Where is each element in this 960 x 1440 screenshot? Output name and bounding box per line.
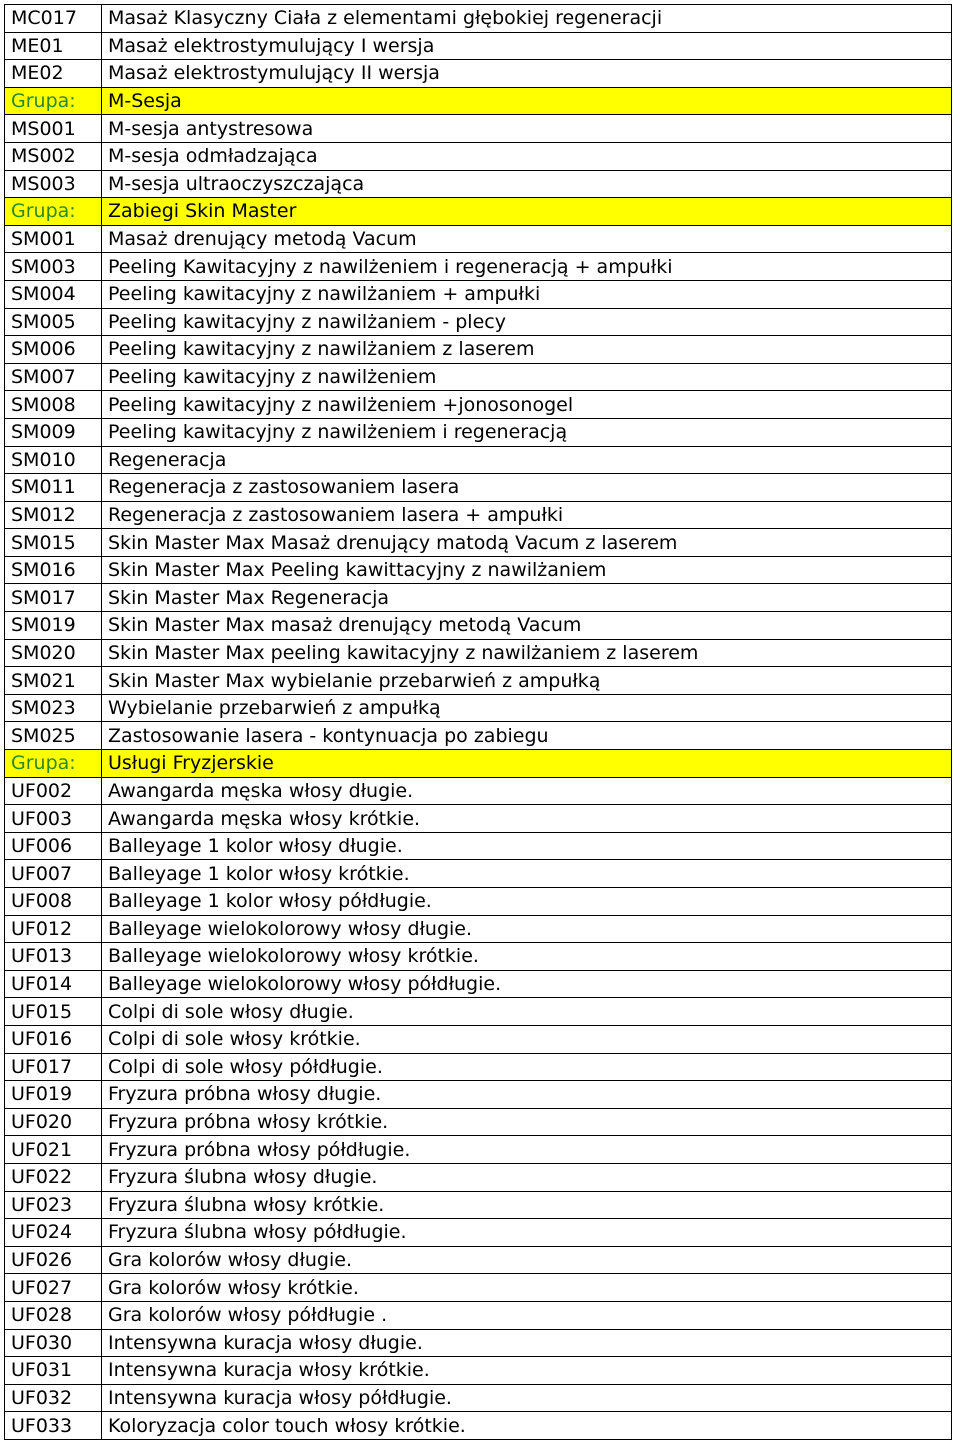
service-name-cell: Koloryzacja color touch włosy krótkie. xyxy=(102,1412,952,1440)
service-code-cell: UF031 xyxy=(5,1357,102,1385)
table-row xyxy=(5,363,952,391)
service-code-cell: UF027 xyxy=(5,1274,102,1302)
service-code-cell: SM021 xyxy=(5,667,102,695)
service-name-cell: Peeling kawitacyjny z nawilżaniem z laserem xyxy=(102,336,952,364)
table-row xyxy=(5,60,952,88)
service-name-cell: Fryzura próbna włosy długie. xyxy=(102,1081,952,1109)
service-name-cell: Peeling kawitacyjny z nawilżaniem - plecy xyxy=(102,308,952,336)
service-code-cell: UF015 xyxy=(5,998,102,1026)
service-name-cell: Skin Master Max wybielanie przebarwień z ampułką xyxy=(102,667,952,695)
service-code-cell: SM012 xyxy=(5,501,102,529)
service-name-cell: Colpi di sole włosy krótkie. xyxy=(102,1025,952,1053)
service-code-cell: UF016 xyxy=(5,1025,102,1053)
service-name-cell: Awangarda męska włosy krótkie. xyxy=(102,805,952,833)
table-row xyxy=(5,170,952,198)
service-name-cell: Peeling kawitacyjny z nawilżeniem i regeneracją xyxy=(102,418,952,446)
service-code-cell: SM006 xyxy=(5,336,102,364)
group-header-row xyxy=(5,750,952,778)
table-row xyxy=(5,474,952,502)
service-code-cell: UF023 xyxy=(5,1191,102,1219)
service-code-cell: UF017 xyxy=(5,1053,102,1081)
service-code-cell: SM001 xyxy=(5,225,102,253)
table-row xyxy=(5,998,952,1026)
table-row xyxy=(5,1274,952,1302)
table-row xyxy=(5,1357,952,1385)
table-row xyxy=(5,336,952,364)
service-code-cell: UF020 xyxy=(5,1108,102,1136)
table-row xyxy=(5,1219,952,1247)
table-row xyxy=(5,1053,952,1081)
service-name-cell: Intensywna kuracja włosy krótkie. xyxy=(102,1357,952,1385)
service-code-cell: UF028 xyxy=(5,1301,102,1329)
service-code-cell: SM023 xyxy=(5,694,102,722)
service-name-cell: Colpi di sole włosy półdługie. xyxy=(102,1053,952,1081)
service-code-cell: UF003 xyxy=(5,805,102,833)
service-name-cell: Masaż drenujący metodą Vacum xyxy=(102,225,952,253)
service-name-cell: Masaż elektrostymulujący II wersja xyxy=(102,60,952,88)
service-name-cell: Skin Master Max Regeneracja xyxy=(102,584,952,612)
table-row xyxy=(5,1412,952,1440)
table-row xyxy=(5,446,952,474)
service-name-cell: Masaż Klasyczny Ciała z elementami głębokiej regeneracji xyxy=(102,5,952,33)
service-name-cell: Balleyage 1 kolor włosy półdługie. xyxy=(102,888,952,916)
service-code-cell: SM007 xyxy=(5,363,102,391)
table-row xyxy=(5,556,952,584)
service-code-cell: MS002 xyxy=(5,142,102,170)
table-row xyxy=(5,1384,952,1412)
service-code-cell: UF026 xyxy=(5,1246,102,1274)
service-name-cell: Skin Master Max Peeling kawittacyjny z nawilżaniem xyxy=(102,556,952,584)
service-name-cell: Fryzura próbna włosy półdługie. xyxy=(102,1136,952,1164)
table-row xyxy=(5,115,952,143)
table-row xyxy=(5,1191,952,1219)
table-row xyxy=(5,280,952,308)
table-row xyxy=(5,777,952,805)
service-name-cell: Gra kolorów włosy krótkie. xyxy=(102,1274,952,1302)
service-name-cell: Skin Master Max masaż drenujący metodą Vacum xyxy=(102,612,952,640)
service-code-cell: SM003 xyxy=(5,253,102,281)
service-name-cell: Balleyage wielokolorowy włosy krótkie. xyxy=(102,943,952,971)
services-table-body xyxy=(5,5,952,1440)
service-code-cell: UF002 xyxy=(5,777,102,805)
service-name-cell: Balleyage 1 kolor włosy długie. xyxy=(102,832,952,860)
service-name-cell: Fryzura ślubna włosy krótkie. xyxy=(102,1191,952,1219)
service-code-cell: SM005 xyxy=(5,308,102,336)
service-code-cell: SM017 xyxy=(5,584,102,612)
service-name-cell: Regeneracja z zastosowaniem lasera + ampułki xyxy=(102,501,952,529)
service-name-cell: Fryzura ślubna włosy długie. xyxy=(102,1163,952,1191)
table-row xyxy=(5,1246,952,1274)
table-row xyxy=(5,32,952,60)
service-code-cell: UF012 xyxy=(5,915,102,943)
table-row xyxy=(5,612,952,640)
table-row xyxy=(5,1329,952,1357)
group-name-cell: M-Sesja xyxy=(102,87,952,115)
service-name-cell: Skin Master Max peeling kawitacyjny z nawilżaniem z laserem xyxy=(102,639,952,667)
service-name-cell: Peeling Kawitacyjny z nawilżeniem i regeneracją + ampułki xyxy=(102,253,952,281)
service-code-cell: UF014 xyxy=(5,970,102,998)
service-name-cell: Fryzura próbna włosy krótkie. xyxy=(102,1108,952,1136)
table-row xyxy=(5,253,952,281)
table-row xyxy=(5,1108,952,1136)
service-code-cell: UF022 xyxy=(5,1163,102,1191)
service-name-cell: Masaż elektrostymulujący I wersja xyxy=(102,32,952,60)
group-name-cell: Zabiegi Skin Master xyxy=(102,198,952,226)
service-name-cell: M-sesja antystresowa xyxy=(102,115,952,143)
service-code-cell: UF019 xyxy=(5,1081,102,1109)
table-row xyxy=(5,1136,952,1164)
table-row xyxy=(5,391,952,419)
service-name-cell: Peeling kawitacyjny z nawilżaniem + ampułki xyxy=(102,280,952,308)
group-label-cell: Grupa: xyxy=(5,750,102,778)
services-table xyxy=(4,4,952,1440)
service-name-cell: Balleyage wielokolorowy włosy półdługie. xyxy=(102,970,952,998)
table-row xyxy=(5,501,952,529)
table-row xyxy=(5,639,952,667)
group-name-cell: Usługi Fryzjerskie xyxy=(102,750,952,778)
table-row xyxy=(5,1301,952,1329)
service-name-cell: M-sesja ultraoczyszczająca xyxy=(102,170,952,198)
service-name-cell: Fryzura ślubna włosy półdługie. xyxy=(102,1219,952,1247)
group-label-cell: Grupa: xyxy=(5,87,102,115)
service-code-cell: SM008 xyxy=(5,391,102,419)
table-row xyxy=(5,667,952,695)
service-code-cell: UF006 xyxy=(5,832,102,860)
service-name-cell: Peeling kawitacyjny z nawilżeniem +jonosonogel xyxy=(102,391,952,419)
service-code-cell: UF008 xyxy=(5,888,102,916)
table-row xyxy=(5,805,952,833)
service-code-cell: SM009 xyxy=(5,418,102,446)
table-row xyxy=(5,584,952,612)
service-name-cell: Awangarda męska włosy długie. xyxy=(102,777,952,805)
service-code-cell: ME02 xyxy=(5,60,102,88)
service-name-cell: Skin Master Max Masaż drenujący matodą Vacum z laserem xyxy=(102,529,952,557)
service-code-cell: SM020 xyxy=(5,639,102,667)
table-row xyxy=(5,5,952,33)
table-row xyxy=(5,943,952,971)
service-name-cell: Zastosowanie lasera - kontynuacja po zabiegu xyxy=(102,722,952,750)
service-code-cell: UF021 xyxy=(5,1136,102,1164)
service-name-cell: Regeneracja z zastosowaniem lasera xyxy=(102,474,952,502)
service-name-cell: Wybielanie przebarwień z ampułką xyxy=(102,694,952,722)
table-row xyxy=(5,860,952,888)
service-code-cell: SM019 xyxy=(5,612,102,640)
service-name-cell: Gra kolorów włosy długie. xyxy=(102,1246,952,1274)
table-row xyxy=(5,694,952,722)
service-code-cell: UF030 xyxy=(5,1329,102,1357)
service-name-cell: Peeling kawitacyjny z nawilżeniem xyxy=(102,363,952,391)
service-code-cell: MS003 xyxy=(5,170,102,198)
service-code-cell: UF033 xyxy=(5,1412,102,1440)
table-row xyxy=(5,142,952,170)
table-row xyxy=(5,1081,952,1109)
table-row xyxy=(5,915,952,943)
service-name-cell: Intensywna kuracja włosy półdługie. xyxy=(102,1384,952,1412)
table-row xyxy=(5,529,952,557)
service-name-cell: Balleyage wielokolorowy włosy długie. xyxy=(102,915,952,943)
service-name-cell: Gra kolorów włosy półdługie . xyxy=(102,1301,952,1329)
table-row xyxy=(5,832,952,860)
service-code-cell: MS001 xyxy=(5,115,102,143)
table-row xyxy=(5,722,952,750)
service-code-cell: SM004 xyxy=(5,280,102,308)
service-code-cell: UF024 xyxy=(5,1219,102,1247)
service-code-cell: UF007 xyxy=(5,860,102,888)
service-code-cell: SM011 xyxy=(5,474,102,502)
table-row xyxy=(5,888,952,916)
service-name-cell: Intensywna kuracja włosy długie. xyxy=(102,1329,952,1357)
service-name-cell: M-sesja odmładzająca xyxy=(102,142,952,170)
group-label-cell: Grupa: xyxy=(5,198,102,226)
table-row xyxy=(5,225,952,253)
service-code-cell: SM010 xyxy=(5,446,102,474)
table-row xyxy=(5,308,952,336)
service-code-cell: UF032 xyxy=(5,1384,102,1412)
service-name-cell: Colpi di sole włosy długie. xyxy=(102,998,952,1026)
service-code-cell: SM015 xyxy=(5,529,102,557)
table-row xyxy=(5,1025,952,1053)
table-row xyxy=(5,1163,952,1191)
service-code-cell: SM016 xyxy=(5,556,102,584)
table-row xyxy=(5,970,952,998)
service-name-cell: Regeneracja xyxy=(102,446,952,474)
group-header-row xyxy=(5,198,952,226)
service-code-cell: UF013 xyxy=(5,943,102,971)
service-code-cell: SM025 xyxy=(5,722,102,750)
table-row xyxy=(5,418,952,446)
service-code-cell: ME01 xyxy=(5,32,102,60)
group-header-row xyxy=(5,87,952,115)
service-code-cell: MC017 xyxy=(5,5,102,33)
service-name-cell: Balleyage 1 kolor włosy krótkie. xyxy=(102,860,952,888)
